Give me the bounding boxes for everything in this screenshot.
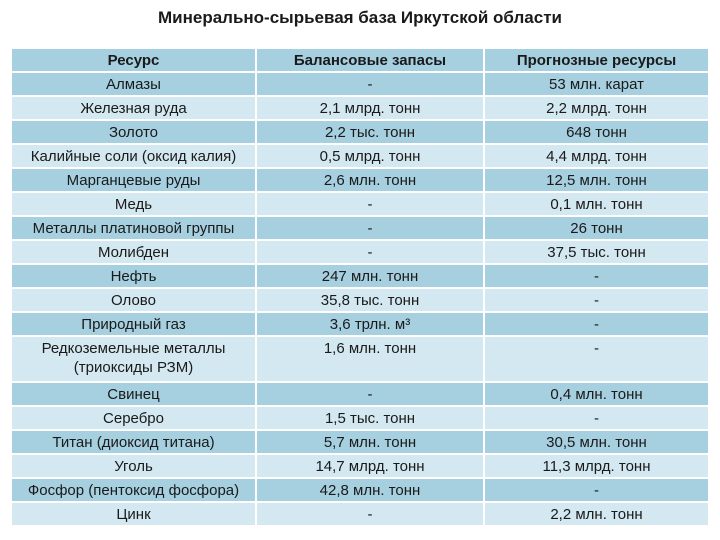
cell-balance-reserves: 1,6 млн. тонн <box>256 336 484 382</box>
cell-balance-reserves: 42,8 млн. тонн <box>256 478 484 502</box>
cell-balance-reserves: - <box>256 192 484 216</box>
table-row <box>11 312 709 336</box>
table-row <box>11 454 709 478</box>
table-row <box>11 216 709 240</box>
column-header-resource: Ресурс <box>11 48 256 72</box>
cell-balance-reserves: 247 млн. тонн <box>256 264 484 288</box>
table-row <box>11 264 709 288</box>
column-header-forecast-resources: Прогнозные ресурсы <box>484 48 709 72</box>
cell-resource: Серебро <box>11 406 256 430</box>
cell-balance-reserves: 2,2 тыс. тонн <box>256 120 484 144</box>
cell-resource: Марганцевые руды <box>11 168 256 192</box>
cell-resource: Уголь <box>11 454 256 478</box>
table-header-row <box>11 48 709 72</box>
table-row <box>11 72 709 96</box>
cell-resource: Свинец <box>11 382 256 406</box>
cell-resource: Цинк <box>11 502 256 526</box>
cell-forecast-resources: 648 тонн <box>484 120 709 144</box>
cell-balance-reserves: 2,6 млн. тонн <box>256 168 484 192</box>
cell-forecast-resources: - <box>484 336 709 382</box>
table-row <box>11 168 709 192</box>
cell-forecast-resources: 2,2 млн. тонн <box>484 502 709 526</box>
table-row <box>11 406 709 430</box>
column-header-balance-reserves: Балансовые запасы <box>256 48 484 72</box>
cell-resource: Металлы платиновой группы <box>11 216 256 240</box>
cell-balance-reserves: - <box>256 216 484 240</box>
cell-forecast-resources: - <box>484 312 709 336</box>
table-row <box>11 96 709 120</box>
cell-balance-reserves: 5,7 млн. тонн <box>256 430 484 454</box>
table-row <box>11 288 709 312</box>
cell-forecast-resources: - <box>484 288 709 312</box>
cell-resource: Молибден <box>11 240 256 264</box>
cell-resource: Фосфор (пентоксид фосфора) <box>11 478 256 502</box>
table-row <box>11 478 709 502</box>
cell-forecast-resources: 0,1 млн. тонн <box>484 192 709 216</box>
cell-balance-reserves: 35,8 тыс. тонн <box>256 288 484 312</box>
cell-balance-reserves: - <box>256 382 484 406</box>
cell-forecast-resources: 2,2 млрд. тонн <box>484 96 709 120</box>
table-row <box>11 336 709 382</box>
cell-balance-reserves: 14,7 млрд. тонн <box>256 454 484 478</box>
cell-balance-reserves: 2,1 млрд. тонн <box>256 96 484 120</box>
cell-balance-reserves: - <box>256 240 484 264</box>
cell-forecast-resources: 11,3 млрд. тонн <box>484 454 709 478</box>
cell-resource: Редкоземельные металлы (триоксиды РЗМ) <box>11 336 256 382</box>
table-row <box>11 120 709 144</box>
cell-forecast-resources: 12,5 млн. тонн <box>484 168 709 192</box>
cell-forecast-resources: 26 тонн <box>484 216 709 240</box>
cell-resource: Алмазы <box>11 72 256 96</box>
cell-forecast-resources: 30,5 млн. тонн <box>484 430 709 454</box>
cell-resource: Железная руда <box>11 96 256 120</box>
cell-balance-reserves: 0,5 млрд. тонн <box>256 144 484 168</box>
cell-balance-reserves: - <box>256 502 484 526</box>
cell-resource: Калийные соли (оксид калия) <box>11 144 256 168</box>
table-row <box>11 430 709 454</box>
cell-forecast-resources: 0,4 млн. тонн <box>484 382 709 406</box>
table-row <box>11 240 709 264</box>
resources-table <box>10 47 710 527</box>
table-row <box>11 502 709 526</box>
cell-resource: Олово <box>11 288 256 312</box>
cell-resource: Нефть <box>11 264 256 288</box>
cell-resource: Медь <box>11 192 256 216</box>
cell-forecast-resources: 53 млн. карат <box>484 72 709 96</box>
cell-resource: Природный газ <box>11 312 256 336</box>
table-body <box>11 72 709 526</box>
table-row <box>11 382 709 406</box>
cell-forecast-resources: 37,5 тыс. тонн <box>484 240 709 264</box>
cell-resource: Золото <box>11 120 256 144</box>
page-title: Минерально-сырьевая база Иркутской области <box>157 8 562 27</box>
cell-resource: Титан (диоксид титана) <box>11 430 256 454</box>
cell-forecast-resources: - <box>484 264 709 288</box>
cell-forecast-resources: 4,4 млрд. тонн <box>484 144 709 168</box>
table-row <box>11 144 709 168</box>
cell-forecast-resources: - <box>484 406 709 430</box>
cell-balance-reserves: 1,5 тыс. тонн <box>256 406 484 430</box>
cell-forecast-resources: - <box>484 478 709 502</box>
cell-balance-reserves: 3,6 трлн. м³ <box>256 312 484 336</box>
table-row <box>11 192 709 216</box>
cell-balance-reserves: - <box>256 72 484 96</box>
